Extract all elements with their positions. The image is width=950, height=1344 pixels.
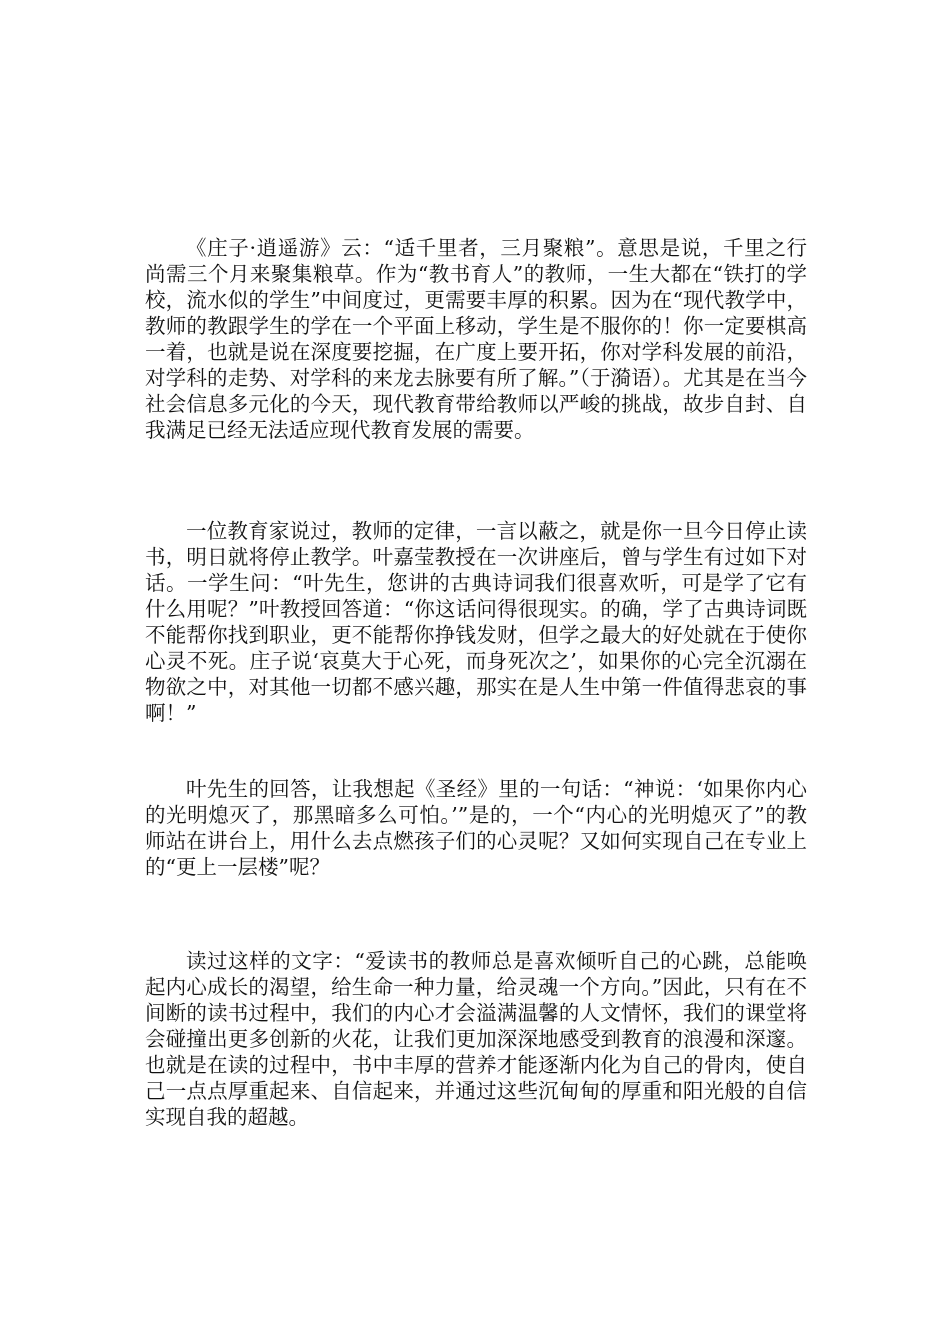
- paragraph-reading-growth: 读过这样的文字：“爱读书的教师总是喜欢倾听自己的心跳，总能唤起内心成长的渴望，给生命一种力量，给灵魂一个方向。”因此，只有在不间断的读书过程中，我们的内心才会溢满温馨的人文情怀，我们的课堂将会碰撞出更多创新的火花，让我们更加深深地感受到教育的浪漫和深邃。也就是在读的过程中，书中丰厚的营养才能逐渐内化为自己的骨肉，使自己一点点厚重起来、自信起来，并通过这些沉甸甸的厚重和阳光般的自信实现自我的超越。: [145, 949, 807, 1129]
- paragraph-teacher-reading: 一位教育家说过，教师的定律，一言以蔽之，就是你一旦今日停止读书，明日就将停止教学。叶嘉莹教授在一次讲座后，曾与学生有过如下对话。一学生问：“叶先生，您讲的古典诗词我们很喜欢听，可是学了它有什么用呢？”叶教授回答道：“你这话问得很现实。的确，学了古典诗词既不能帮你找到职业，更不能帮你挣钱发财，但学之最大的好处就在于使你心灵不死。庄子说‘哀莫大于心死，而身死次之’，如果你的心完全沉溺在物欲之中，对其他一切都不感兴趣，那实在是人生中第一件值得悲哀的事啊！”: [145, 519, 807, 725]
- paragraph-bible-quote: 叶先生的回答，让我想起《圣经》里的一句话：“神说：‘如果你内心的光明熄灭了，那黑暗多么可怕。’”是的，一个“内心的光明熄灭了”的教师站在讲台上，用什么去点燃孩子们的心灵呢？又如何实现自己在专业上的“更上一层楼”呢？: [145, 777, 807, 879]
- paragraph-zhuangzi-quote: 《庄子·逍遥游》云：“适千里者，三月聚粮”。意思是说，千里之行尚需三个月来聚集粮草。作为“教书育人”的教师，一生大都在“铁打的学校，流水似的学生”中间度过，更需要丰厚的积累。因为在“现代教学中，教师的教跟学生的学在一个平面上移动，学生是不服你的！你一定要棋高一着，也就是说在深度要挖掘，在广度上要开拓，你对学科发展的前沿，对学科的走势、对学科的来龙去脉要有所了解。”（于漪语）。尤其是在当今社会信息多元化的今天，现代教育带给教师以严峻的挑战，故步自封、自我满足已经无法适应现代教育发展的需要。: [145, 236, 807, 442]
